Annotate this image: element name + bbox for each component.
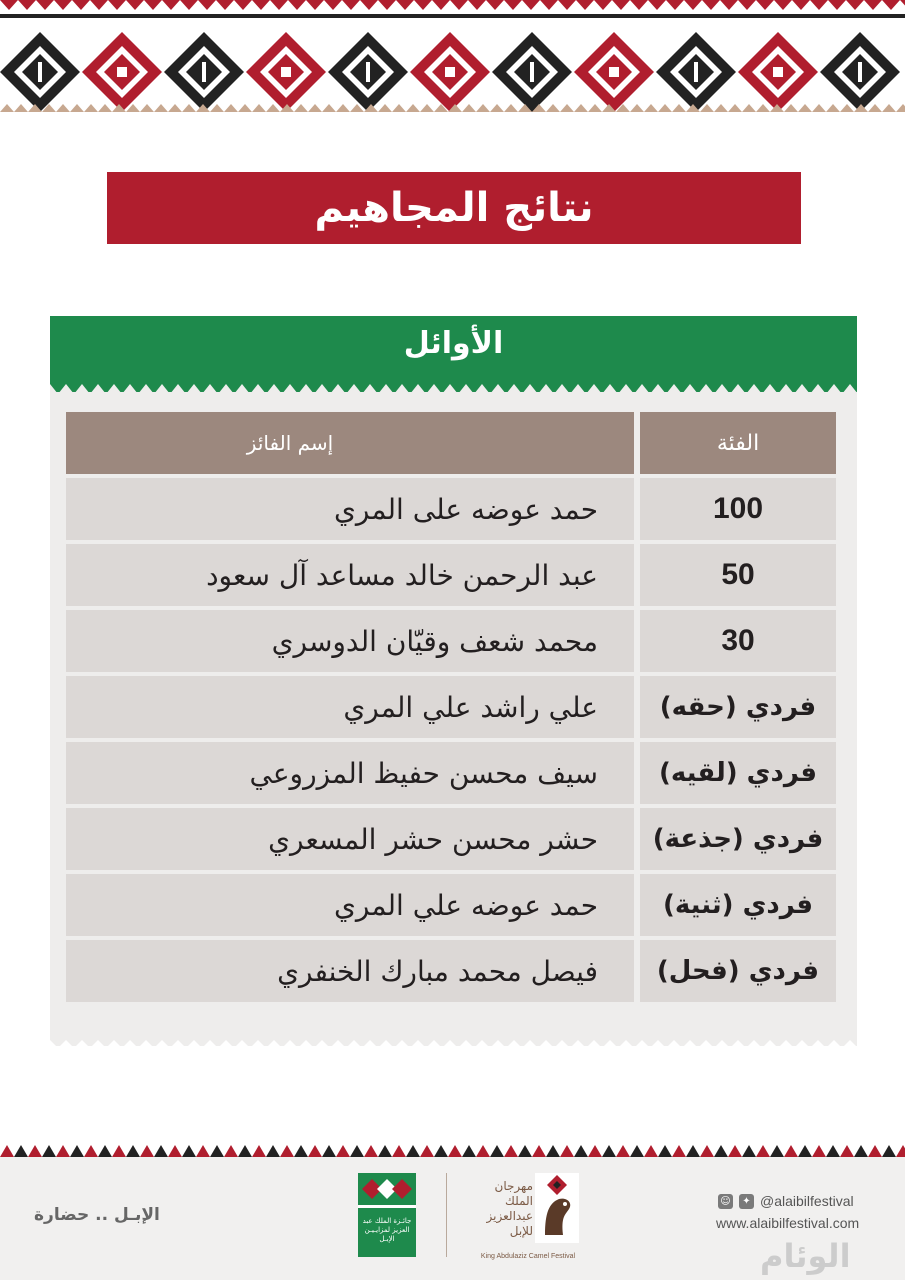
table-row — [66, 874, 836, 936]
table-row — [66, 478, 836, 540]
table-row — [66, 610, 836, 672]
award-logo — [358, 1173, 416, 1257]
category: فردي (جذعة) — [640, 808, 836, 870]
results-card — [50, 316, 857, 1046]
camel-logo-icon — [535, 1173, 579, 1243]
footer-decorative-pattern — [0, 1143, 905, 1157]
winner-name: علي راشد علي المري — [66, 676, 634, 738]
slogan: الإبـل .. حضارة — [34, 1205, 160, 1225]
table-header-row — [66, 412, 836, 474]
table-row — [66, 940, 836, 1002]
top-decorative-pattern — [0, 0, 905, 120]
logo-divider — [446, 1173, 447, 1257]
social-handle[interactable]: @alaibilfestival — [760, 1193, 854, 1209]
category: 50 — [640, 544, 836, 606]
category-column-header: الفئة — [640, 412, 836, 474]
twitter-icon[interactable]: ✦ — [739, 1194, 754, 1209]
social-links — [718, 1193, 854, 1209]
winner-name: حشر محسن حشر المسعري — [66, 808, 634, 870]
winner-name: سيف محسن حفيظ المزروعي — [66, 742, 634, 804]
festival-name-ar: مهرجان الملك عبدالعزيز للإبل — [486, 1179, 533, 1238]
page-title: نتائج المجاهيم — [107, 172, 801, 244]
festival-name-en: King Abdulaziz Camel Festival — [480, 1253, 576, 1260]
award-pattern-icon — [358, 1173, 416, 1213]
festival-logo — [477, 1173, 579, 1263]
winner-name: فيصل محمد مبارك الخنفري — [66, 940, 634, 1002]
header-zigzag — [50, 376, 857, 396]
category: 30 — [640, 610, 836, 672]
table-row — [66, 544, 836, 606]
category: فردي (حقه) — [640, 676, 836, 738]
category: 100 — [640, 478, 836, 540]
section-title: الأوائل — [403, 326, 504, 361]
category: فردي (فحل) — [640, 940, 836, 1002]
website-link[interactable]: www.alaibilfestival.com — [716, 1215, 860, 1231]
winner-name: عبد الرحمن خالد مساعد آل سعود — [66, 544, 634, 606]
winner-column-header: إسم الفائز — [66, 412, 634, 474]
category: فردي (ثنية) — [640, 874, 836, 936]
winner-name: محمد شعف وقيّان الدوسري — [66, 610, 634, 672]
winner-name: حمد عوضه علي المري — [66, 874, 634, 936]
footer — [0, 1157, 905, 1280]
watermark: الوئام — [760, 1237, 851, 1275]
card-bottom-zigzag — [50, 1034, 857, 1050]
winner-name: حمد عوضه على المري — [66, 478, 634, 540]
award-text: جائـزة الملك عبد العزيز لمزايـيـن الإبـل — [362, 1217, 412, 1243]
table-row — [66, 742, 836, 804]
snapchat-icon[interactable]: ☺ — [718, 1194, 733, 1209]
table-row — [66, 676, 836, 738]
category: فردي (لقيه) — [640, 742, 836, 804]
table-row — [66, 808, 836, 870]
